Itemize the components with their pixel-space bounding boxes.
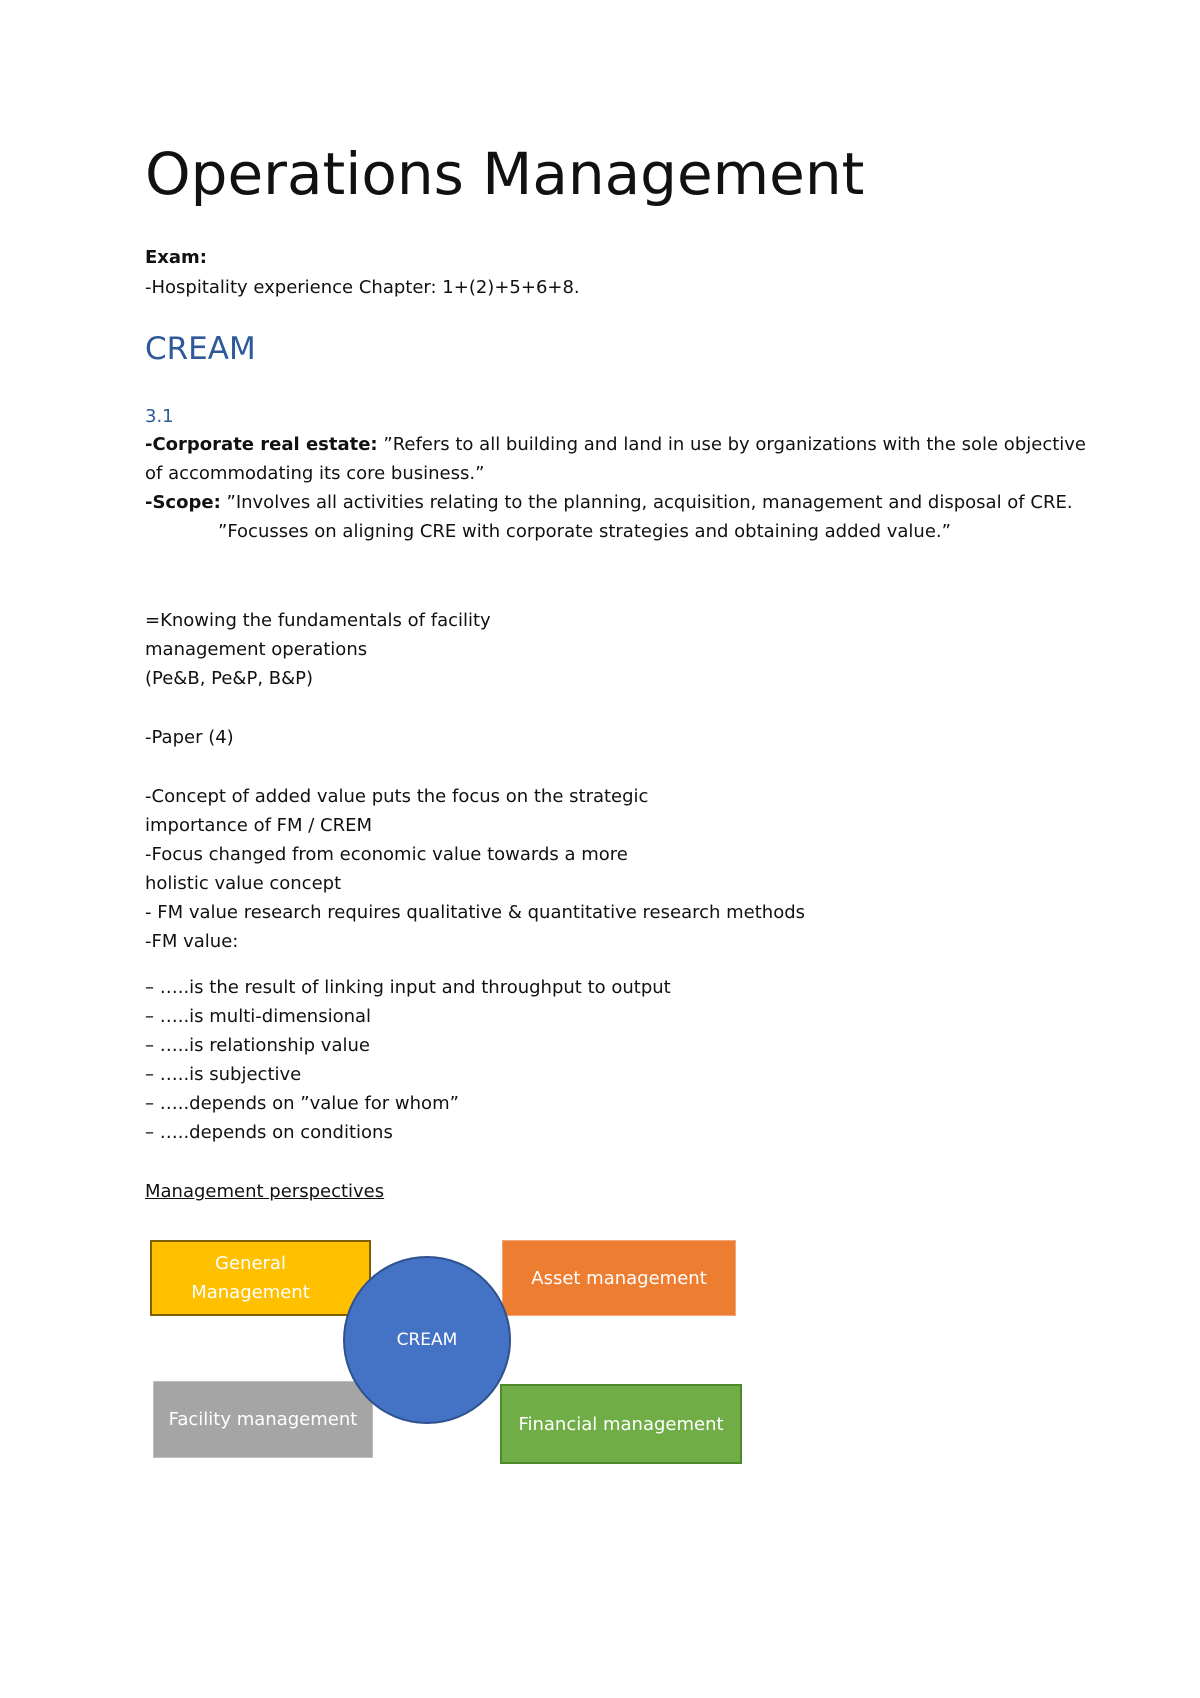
paper-line: -Paper (4) xyxy=(145,727,234,748)
asset-label: Asset management xyxy=(531,1267,707,1289)
cream-circle-label: CREAM xyxy=(396,1330,458,1350)
general-label-line-1: General xyxy=(215,1253,286,1274)
scope-label: -Scope: xyxy=(145,492,221,513)
scope-definition-cont: ”Focusses on aligning CRE with corporate strategies and obtaining added value.” xyxy=(218,521,951,542)
scope-text: ”Involves all activities relating to the planning, acquisition, management and disposal of CRE. xyxy=(220,492,1073,513)
fm-item-5: – …..depends on ”value for whom” xyxy=(145,1093,459,1114)
fm-item-2: – …..is multi-dimensional xyxy=(145,1006,372,1027)
cre-text: ”Refers to all building and land in use by organizations with the sole objective xyxy=(377,434,1086,455)
facility-label: Facility management xyxy=(168,1409,358,1430)
knowing-line-3: (Pe&B, Pe&P, B&P) xyxy=(145,668,314,689)
scope-definition xyxy=(145,489,1073,517)
financial-management-box xyxy=(500,1384,742,1464)
exam-line: -Hospitality experience Chapter: 1+(2)+5+6+8. xyxy=(145,277,580,298)
concept-line-1: -Concept of added value puts the focus on the strategic xyxy=(145,786,649,807)
fm-item-6: – …..depends on conditions xyxy=(145,1122,393,1143)
research-line: - FM value research requires qualitative & quantitative research methods xyxy=(145,902,806,923)
perspectives-heading: Management perspectives xyxy=(145,1181,385,1202)
focus-line-2: holistic value concept xyxy=(145,873,342,894)
focus-line-1: -Focus changed from economic value towards a more xyxy=(145,844,628,865)
general-label-line-2: Management xyxy=(191,1282,310,1303)
asset-management-box xyxy=(502,1240,736,1316)
cre-label: -Corporate real estate: xyxy=(145,434,378,455)
section-subheading: 3.1 xyxy=(145,406,174,427)
financial-label: Financial management xyxy=(518,1413,724,1435)
fm-item-1: – …..is the result of linking input and throughput to output xyxy=(145,977,671,998)
fm-item-3: – …..is relationship value xyxy=(145,1035,370,1056)
fm-value-line: -FM value: xyxy=(145,931,239,952)
cre-definition xyxy=(145,431,1086,459)
general-management-box xyxy=(150,1240,371,1316)
exam-label: Exam: xyxy=(145,247,208,268)
knowing-line-1: =Knowing the fundamentals of facility xyxy=(145,610,491,631)
facility-management-box xyxy=(153,1381,373,1458)
knowing-line-2: management operations xyxy=(145,639,368,660)
section-heading: CREAM xyxy=(145,331,256,367)
cream-circle xyxy=(343,1256,511,1424)
concept-line-2: importance of FM / CREM xyxy=(145,815,373,836)
cre-definition-cont: of accommodating its core business.” xyxy=(145,463,485,484)
fm-item-4: – …..is subjective xyxy=(145,1064,302,1085)
document-title: Operations Management xyxy=(145,140,865,208)
